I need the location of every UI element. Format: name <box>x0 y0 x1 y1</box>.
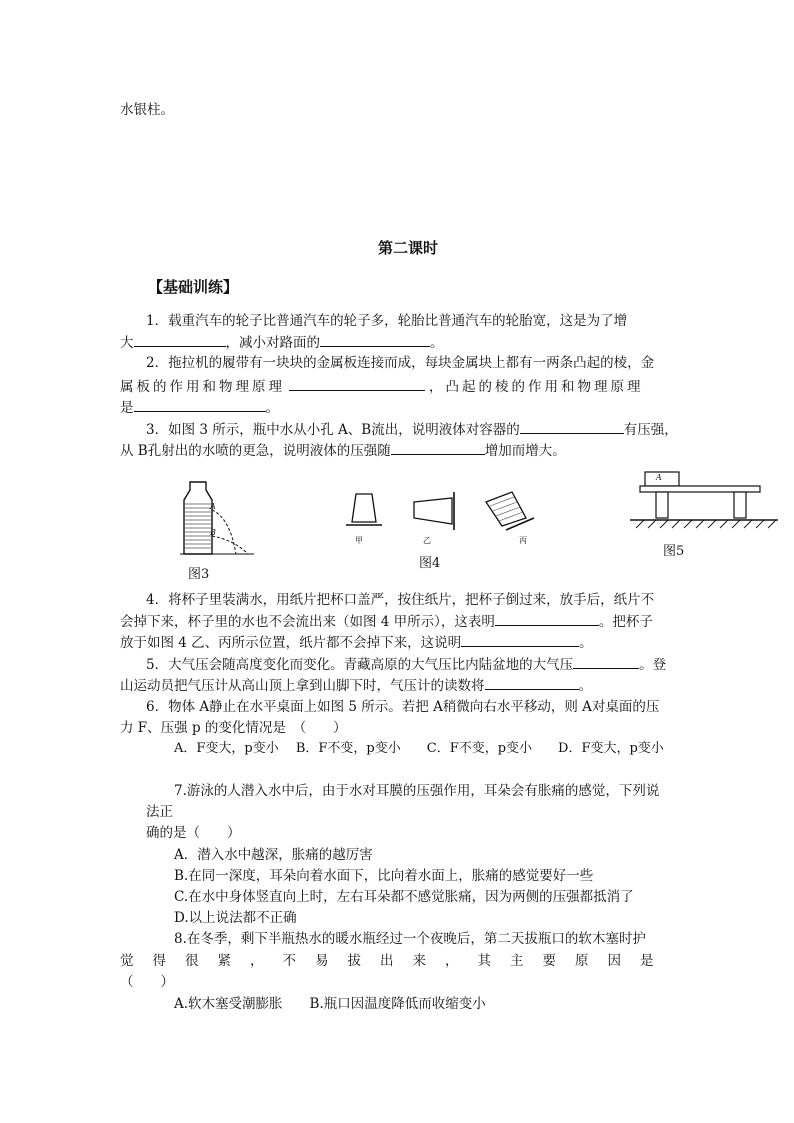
q3-line2 <box>120 440 566 461</box>
fig3-caption: 图3 <box>188 567 210 582</box>
q1-line2 <box>120 332 444 353</box>
fig5-label-a: A <box>656 473 662 482</box>
q5-text4: 。 <box>578 678 592 694</box>
q3-text1: 3．如图 3 所示，瓶中水从小孔 A、B流出，说明液体对容器的 <box>146 422 520 438</box>
q1-blank1 <box>134 332 226 347</box>
fig3-label-b: B <box>210 528 216 537</box>
q2-text3: 是 <box>120 400 134 416</box>
q2-blank1 <box>289 376 425 391</box>
q5-line1 <box>146 654 666 675</box>
q2-line1: 2．拖拉机的履带有一块块的金属板连接而成，每块金属块上都有一两条凸起的棱，金 <box>146 355 655 371</box>
q4-text2: 。把杯子 <box>598 614 653 630</box>
top-text: 水银柱。 <box>120 102 174 118</box>
q6-options: A．F变大，p变小 B．F不变，p变小 C．F不变，p变小 D．F变大，p变小 <box>174 741 664 756</box>
q2-line2 <box>120 376 644 397</box>
q5-text1: 5．大气压会随高度变化而变化。青藏高原的大气压比内陆盆地的大气压 <box>146 657 574 673</box>
q4-text3: 放于如图 4 乙、丙所示位置，纸片都不会掉下来，这说明 <box>120 635 462 651</box>
q5-blank2 <box>485 675 579 690</box>
fig4-jia-label: 甲 <box>355 536 363 545</box>
q8-line3: （ ） <box>120 974 174 990</box>
q2-text2: ，凸起的棱的作用和物理原理 <box>429 379 644 395</box>
q7-option-d: D.以上说法都不正确 <box>174 910 297 926</box>
q5-text3: 山运动员把气压计从高山顶上拿到山脚下时，气压计的读数将 <box>120 678 485 694</box>
q6-line2: 力 F、压强 p 的变化情况是 （ ） <box>120 720 347 736</box>
q8-options: A.软木塞受潮膨胀 B.瓶口因温度降低而收缩变小 <box>174 996 486 1012</box>
q1-text1: 大 <box>120 335 134 351</box>
q3-text2: 有压强， <box>623 422 678 438</box>
q5-text2: 。登 <box>639 657 667 673</box>
q7-option-a: A．潜入水中越深，胀痛的越厉害 <box>174 847 373 863</box>
q7-line2: 法正 <box>146 804 173 820</box>
q4-line2 <box>120 611 653 632</box>
q1-line1: 1．载重汽车的轮子比普通汽车的轮子多，轮胎比普通汽车的轮胎宽，这是为了增 <box>146 313 628 329</box>
q1-blank2 <box>320 332 430 347</box>
q3-text3: 从 B孔射出的水喷的更急，说明液体的压强随 <box>120 443 391 459</box>
q5-blank1 <box>573 654 639 669</box>
q1-text2: ，减小对路面的 <box>225 335 320 351</box>
q4-line3 <box>120 632 593 653</box>
q3-line1 <box>146 419 678 440</box>
q3-blank2 <box>391 440 485 455</box>
section-heading: 【基础训练】 <box>148 278 239 296</box>
q4-line1: 4．将杯子里装满水，用纸片把杯口盖严，按住纸片，把杯子倒过来，放手后，纸片不 <box>146 592 655 608</box>
fig3-label-a: A <box>210 502 216 511</box>
q2-blank2 <box>134 397 266 412</box>
q7-option-b: B.在同一深度，耳朵向着水面下，比向着水面上，胀痛的感觉要好一些 <box>174 868 594 884</box>
q7-line1: 7.游泳的人潜入水中后，由于水对耳膜的压强作用，耳朵会有胀痛的感觉，下列说 <box>174 783 660 799</box>
q4-text1: 会掉下来，杯子里的水也不会流出来（如图 4 甲所示），这表明 <box>120 614 495 630</box>
q8-line2: 觉得很紧，不易拔出来，其主要原因是 <box>120 953 673 969</box>
q7-line3: 确的是（ ） <box>146 825 241 841</box>
q4-text4: 。 <box>579 635 593 651</box>
q7-option-c: C.在水中身体竖直向上时，左右耳朵都不感觉胀痛，因为两侧的压强都抵消了 <box>174 889 634 905</box>
q8-line1: 8.在冬季，剩下半瓶热水的暖水瓶经过一个夜晚后，第二天拔瓶口的软木塞时护 <box>174 931 646 947</box>
q2-text4: 。 <box>265 400 279 416</box>
fig4-bing-label: 丙 <box>519 536 527 545</box>
q3-text4: 增加而增大。 <box>484 443 566 459</box>
fig4-caption: 图4 <box>419 556 441 571</box>
q2-text1: 属板的作用和物理原理 <box>120 379 285 395</box>
lesson-title: 第二课时 <box>378 239 439 257</box>
q5-line2 <box>120 675 592 696</box>
q6-line1: 6．物体 A静止在水平桌面上如图 5 所示。若把 A稍微向右水平移动，则 A对桌面的压 <box>146 699 660 715</box>
q4-blank1 <box>495 611 599 626</box>
q4-blank2 <box>461 632 579 647</box>
fig3-bottle-diagram <box>176 478 256 568</box>
q1-text3: 。 <box>430 335 444 351</box>
fig5-caption: 图5 <box>663 544 685 559</box>
fig5-table-diagram <box>630 470 780 536</box>
fig4-cups-diagram <box>340 488 550 540</box>
fig4-yi-label: 乙 <box>423 536 431 545</box>
q3-blank1 <box>520 419 624 434</box>
q2-line3 <box>120 397 279 418</box>
